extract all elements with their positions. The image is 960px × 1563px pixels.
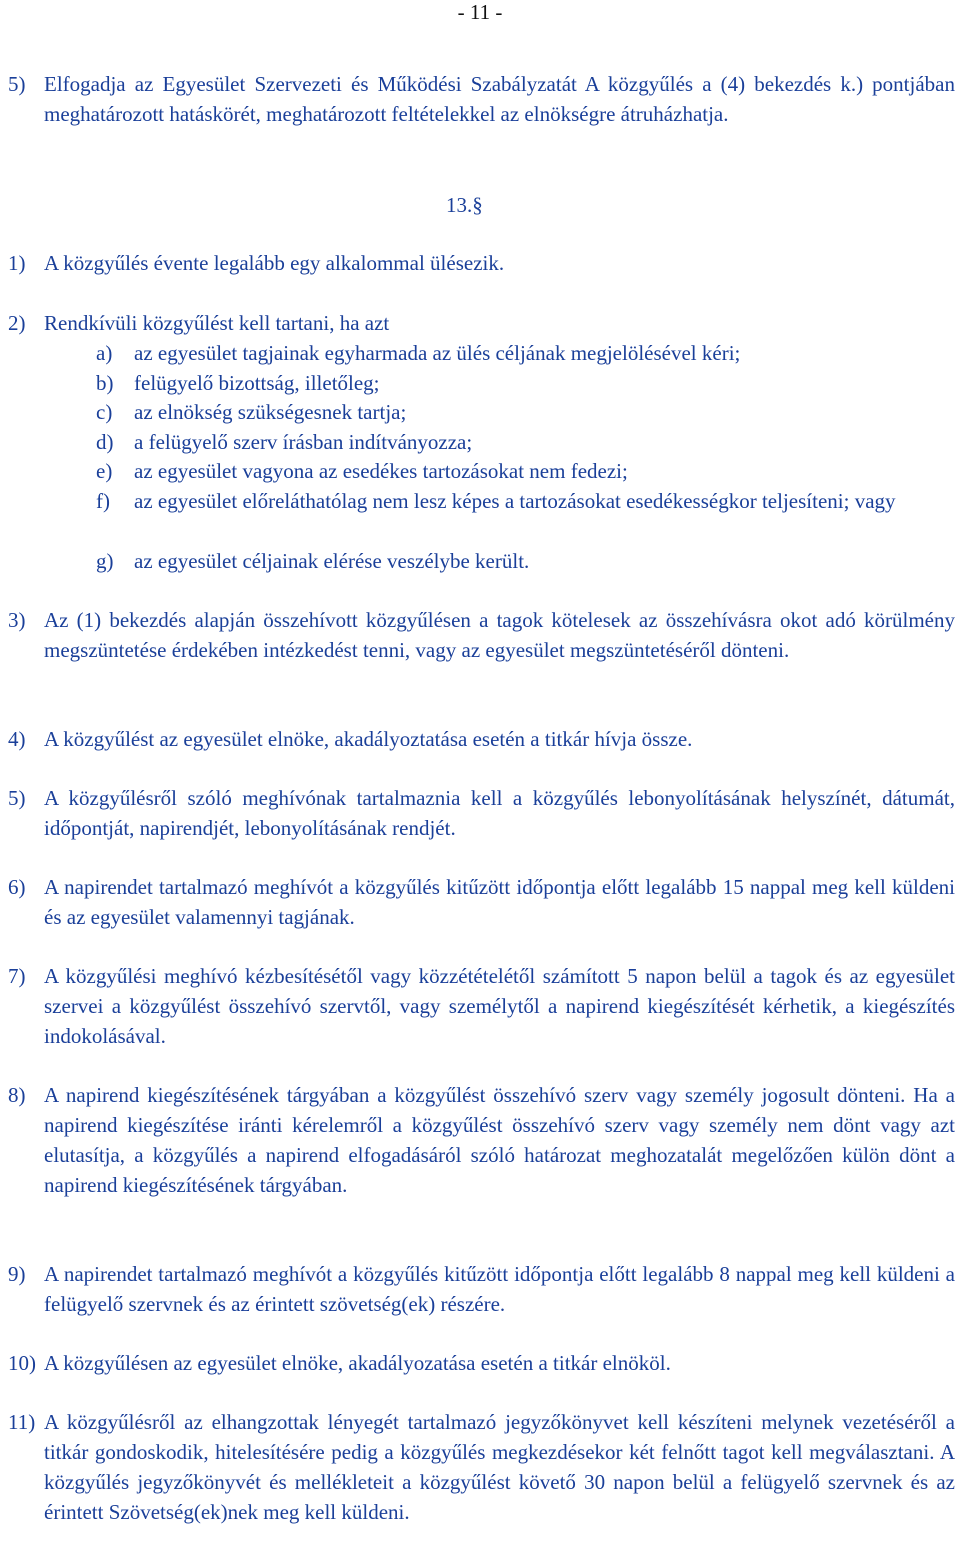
paragraph-number: 5)	[8, 786, 26, 810]
subitem-a	[96, 338, 955, 368]
subitem-letter: d)	[96, 430, 114, 454]
paragraph-text: A közgyűlés évente legalább egy alkalommal ülésezik.	[44, 251, 505, 275]
paragraph-text: A napirendet tartalmazó meghívót a közgyűlés kitűzött időpontja előtt legalább 15 nappal meg kell küldeni és az egyesület valamennyi tagjának.	[44, 875, 955, 929]
subitem-b	[96, 368, 955, 398]
paragraph-text: Rendkívüli közgyűlést kell tartani, ha azt	[44, 311, 390, 335]
paragraph-text: A napirendet tartalmazó meghívót a közgyűlés kitűzött időpontja előtt legalább 8 nappal meg kell küldeni a felügyelő szervnek és az érintett szövetség(ek) részére.	[44, 1262, 955, 1316]
subitem-letter: c)	[96, 400, 113, 424]
paragraph-text: A közgyűlésről az elhangzottak lényegét tartalmazó jegyzőkönyvet kell készíteni melynek vezetéséről a titkár gondoskodik, hitelesítésére pedig a közgyűlés megkezdésekor két felnőtt tagot kell megválasztani. A közgyűlés jegyzőkönyvét és mellékleteit a közgyűlést követő 30 napon belül a felügyelő szervnek és az érintett Szövetség(ek)nek meg kell küldeni.	[44, 1410, 955, 1524]
subitem-text: az egyesület vagyona az esedékes tartozásokat nem fedezi;	[134, 459, 628, 483]
subitem-letter: f)	[96, 489, 110, 513]
paragraph-text: A közgyűlési meghívó kézbesítésétől vagy közzétételétől számított 5 napon belül a tagok és az egyesület szervei a közgyűlést összehívó szervtől, vagy személytől a napirend kiegészítését kérhetik, a kiegészítés indokolásával.	[44, 964, 955, 1048]
paragraph-10	[8, 1348, 955, 1378]
subitem-text: az egyesület céljainak elérése veszélybe került.	[134, 549, 530, 573]
paragraph-6	[8, 872, 955, 932]
page-number: - 11 -	[457, 0, 503, 24]
section-heading: 13.§	[446, 193, 483, 217]
paragraph-number: 7)	[8, 964, 26, 988]
paragraph-3	[8, 605, 955, 665]
subitem-g	[96, 546, 955, 576]
paragraph-text: A közgyűlésen az egyesület elnöke, akadályozatása esetén a titkár elnököl.	[44, 1351, 671, 1375]
paragraph-8	[8, 1080, 955, 1200]
paragraph-number: 10)	[8, 1351, 36, 1375]
paragraph-11	[8, 1407, 955, 1527]
subitem-text: az elnökség szükségesnek tartja;	[134, 400, 407, 424]
paragraph-text: A napirend kiegészítésének tárgyában a közgyűlést összehívó szerv vagy személy jogosult dönteni. Ha a napirend kiegészítése iránti kérelemről a közgyűlést összehívó szerv vagy személy nem dönt vagy azt elutasítja, a közgyűlés a napirend elfogadásáról szóló határozat meghozatalát megelőzően külön dönt a napirend kiegészítésének tárgyában.	[44, 1083, 955, 1197]
subitem-letter: e)	[96, 459, 113, 483]
paragraph-number: 8)	[8, 1083, 26, 1107]
paragraph-5	[8, 783, 955, 843]
paragraph-number: 4)	[8, 727, 26, 751]
paragraph-1	[8, 248, 955, 278]
paragraph-text: Az (1) bekezdés alapján összehívott közgyűlésen a tagok kötelesek az összehívásra okot adó körülmény megszüntetése érdekében intézkedést tenni, vagy az egyesület megszüntetéséről dönteni.	[44, 608, 955, 662]
subitem-f	[96, 486, 955, 516]
subitem-letter: a)	[96, 341, 113, 365]
subitem-text: a felügyelő szerv írásban indítványozza;	[134, 430, 473, 454]
subitem-e	[96, 456, 955, 486]
subitem-c	[96, 397, 955, 427]
paragraph-4	[8, 724, 955, 754]
paragraph-text: A közgyűlésről szóló meghívónak tartalmaznia kell a közgyűlés lebonyolításának helyszínét, dátumát, időpontját, napirendjét, lebonyolításának rendjét.	[44, 786, 955, 840]
paragraph-number: 2)	[8, 311, 26, 335]
paragraph-number: 5)	[8, 72, 26, 96]
paragraph-number: 3)	[8, 608, 26, 632]
paragraph-number: 1)	[8, 251, 26, 275]
paragraph-7	[8, 961, 955, 1051]
paragraph-prev-5	[8, 69, 955, 129]
paragraph-text: Elfogadja az Egyesület Szervezeti és Működési Szabályzatát A közgyűlés a (4) bekezdés k.) pontjában meghatározott hatáskörét, meghatározott feltételekkel az elnökségre átruházhatja.	[44, 72, 955, 126]
subitem-text: felügyelő bizottság, illetőleg;	[134, 371, 380, 395]
paragraph-number: 9)	[8, 1262, 26, 1286]
paragraph-text: A közgyűlést az egyesület elnöke, akadályoztatása esetén a titkár hívja össze.	[44, 727, 693, 751]
paragraph-9	[8, 1259, 955, 1319]
subitem-text: az egyesület tagjainak egyharmada az ülés céljának megjelölésével kéri;	[134, 341, 741, 365]
subitem-text: az egyesület előreláthatólag nem lesz képes a tartozásokat esedékességkor teljesíteni; vagy	[134, 489, 896, 513]
paragraph-2	[8, 308, 955, 338]
paragraph-number: 6)	[8, 875, 26, 899]
paragraph-number: 11)	[8, 1410, 36, 1434]
subitem-d	[96, 427, 955, 457]
subitem-letter: g)	[96, 549, 114, 573]
subitem-letter: b)	[96, 371, 114, 395]
